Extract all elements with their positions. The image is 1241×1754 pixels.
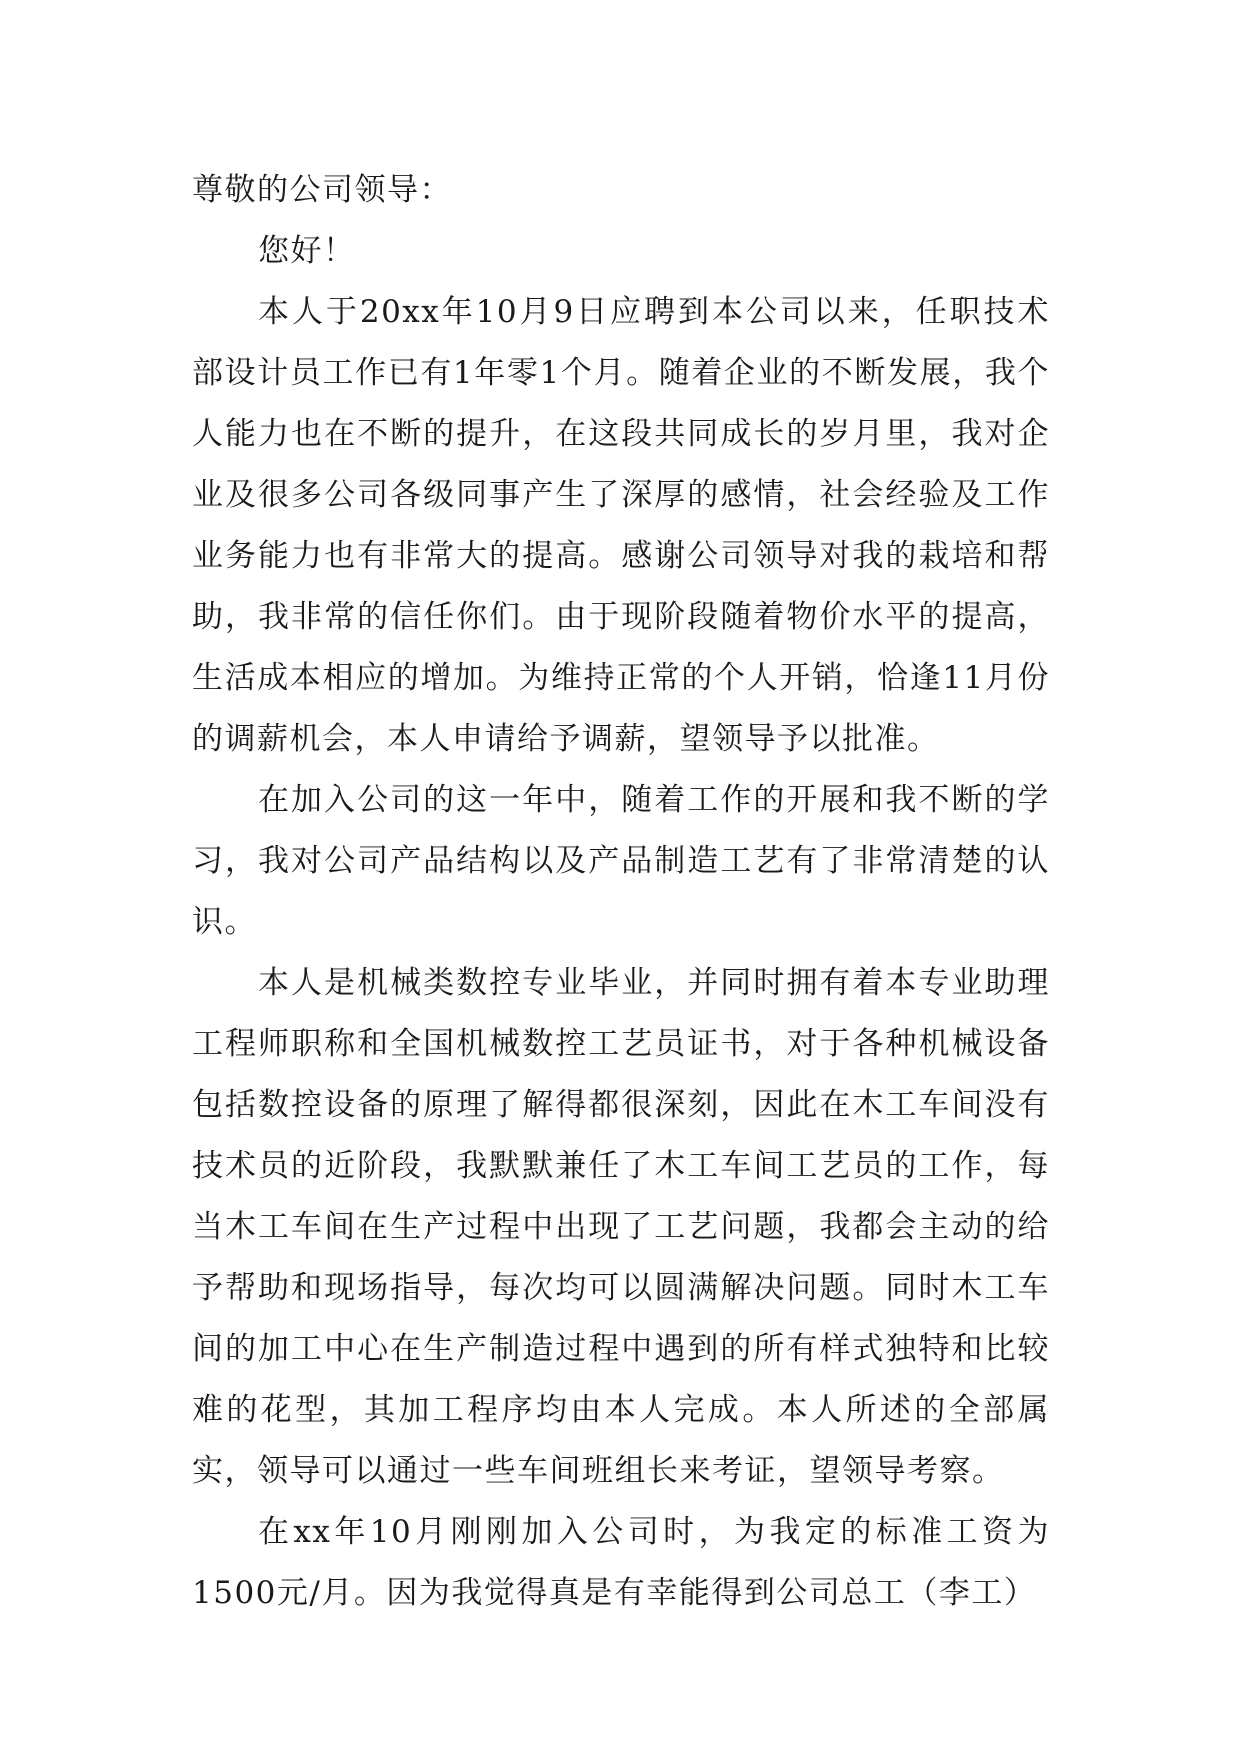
body-paragraph-1: 本人于20xx年10月9日应聘到本公司以来，任职技术部设计员工作已有1年零1个月。随着企业的不断发展，我个人能力也在不断的提升，在这段共同成长的岁月里，我对企业及很多公司各级同事产生了深厚的感情，社会经验及工作业务能力也有非常大的提高。感谢公司领导对我的栽培和帮助，我非常的信任你们。由于现阶段随着物价水平的提高，生活成本相应的增加。为维持正常的个人开销，恰逢11月份的调薪机会，本人申请给予调薪，望领导予以批准。 [192, 294, 1050, 757]
body-paragraph-2: 在加入公司的这一年中，随着工作的开展和我不断的学习，我对公司产品结构以及产品制造工艺有了非常清楚的认识。 [192, 782, 1050, 940]
letter-body [192, 160, 1050, 1624]
body-paragraph-4: 在xx年10月刚刚加入公司时，为我定的标准工资为1500元/月。因为我觉得真是有幸能得到公司总工（李工） [192, 1514, 1050, 1611]
greeting-paragraph: 您好！ [258, 233, 356, 269]
salutation: 尊敬的公司领导： [192, 172, 452, 208]
body-paragraph-3: 本人是机械类数控专业毕业，并同时拥有着本专业助理工程师职称和全国机械数控工艺员证书，对于各种机械设备包括数控设备的原理了解得都很深刻，因此在木工车间没有技术员的近阶段，我默默兼任了木工车间工艺员的工作，每当木工车间在生产过程中出现了工艺问题，我都会主动的给予帮助和现场指导，每次均可以圆满解决问题。同时木工车间的加工中心在生产制造过程中遇到的所有样式独特和比较难的花型，其加工程序均由本人完成。本人所述的全部属实，领导可以通过一些车间班组长来考证，望领导考察。 [192, 965, 1050, 1489]
